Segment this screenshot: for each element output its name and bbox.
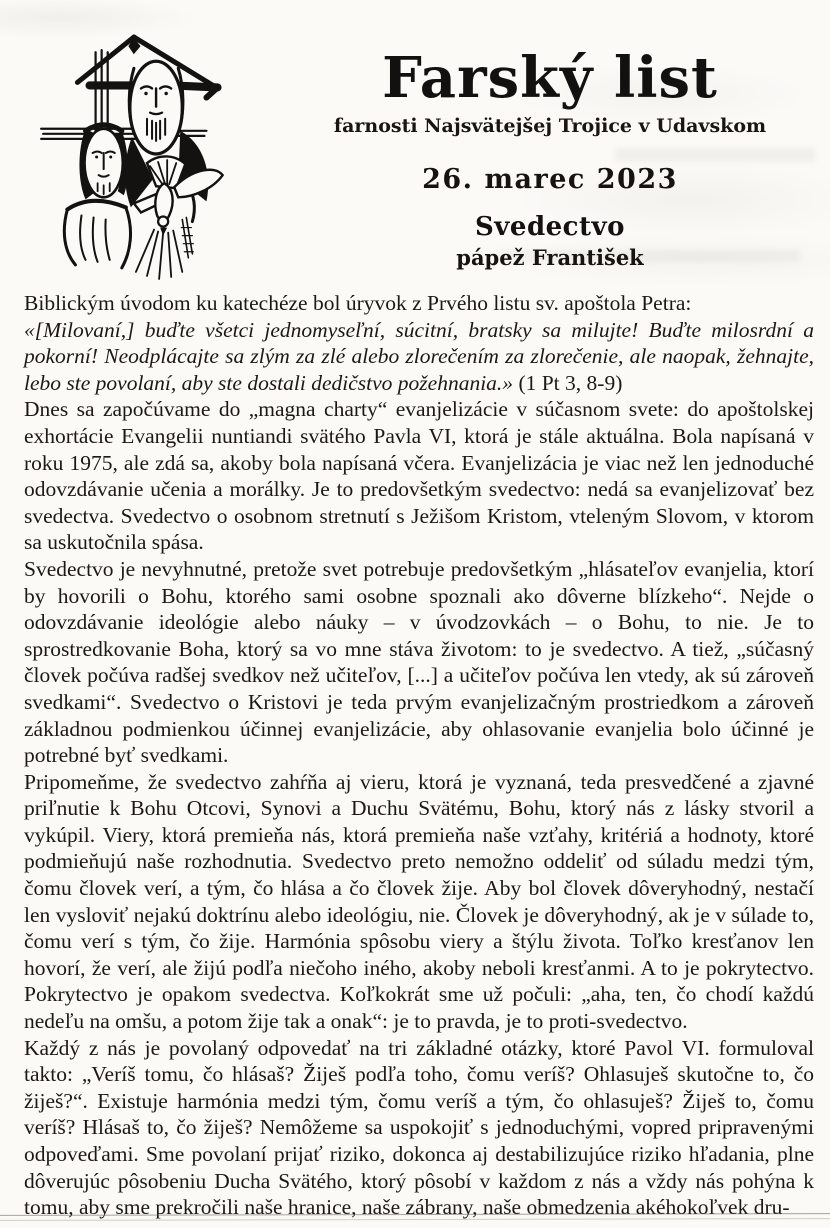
scripture-citation: (1 Pt 3, 8-9)	[518, 370, 623, 395]
paragraph-tri-otazky: Každý z nás je povolaný odpovedať na tri základné otázky, ktoré Pavol VI. formuloval takto: „Veríš tomu, čo hlásaš? Žiješ podľa toho, čomu veríš? Ohlasuješ skutočne to, čo žiješ?“. Existuje harmónia medzi tým, čomu veríš a tým, čo ohlasuješ? Žiješ to, čomu veríš? Hlásaš to, čo žiješ? Nemôžeme sa uspokojiť s jednoduchými, vopred pripravenými odpoveďami. Sme povolaní prijať riziko, dokonca aj destabilizujúce riziko hľadania, plne dôverujúc pôsobeniu Ducha Svätého, ktorý pôsobí v každom z nás a vždy nás pohýna k tomu, aby sme prekročili naše hranice, naše zábrany, naše obmedzenia akéhokoľvek dru-	[24, 1035, 814, 1220]
issue-date: 26. marec 2023	[422, 164, 678, 195]
paragraph-intro: Biblickým úvodom ku katechéze bol úryvok z Prvého listu sv. apoštola Petra:	[24, 291, 692, 315]
article-author: pápež František	[456, 245, 644, 270]
article-title: Svedectvo	[475, 212, 625, 242]
masthead	[285, 45, 815, 270]
newsletter-subtitle: farnosti Najsvätejšej Trojice v Udavskom	[333, 115, 767, 137]
holy-trinity-icon	[32, 30, 260, 282]
article-body	[24, 290, 814, 1221]
masthead-logo	[32, 30, 260, 282]
scripture-quote	[24, 317, 814, 397]
paragraph-svedectvo-nevyhnutne: Svedectvo je nevyhnutné, pretože svet potrebuje predovšetkým „hlásateľov evanjelia, ktorí by hovorili o Bohu, ktorého sami osobne spoznali ako dôverne blízkeho“. Nejde o odovzdávanie ideológie alebo náuky – v úvodzovkách – o Bohu, to nie. Je to sprostredkovanie Boha, ktorý sa vo mne stáva životom: to je svedectvo. A tiež, „súčasný človek počúva radšej svedkov než učiteľov, [...] a učiteľov počúva len vtedy, ak sú zároveň svedkami“. Svedectvo o Kristovi je teda prvým evanjelizačným prostriedkom a zároveň základnou podmienkou účinnej evanjelizácie, aby ohlasovanie evanjelia bolo účinné je potrebné byť svedkami.	[24, 556, 814, 768]
paragraph-evangelii-nuntiandi: Dnes sa započúvame do „magna charty“ evanjelizácie v súčasnom svete: do apoštolskej exhortácie Evangelii nuntiandi svätého Pavla VI, ktorá je stále aktuálna. Bola napísaná v roku 1975, ale zdá sa, akoby bola napísaná včera. Evanjelizácia je viac než len jednoduché odovzdávanie učenia a morálky. Je to predovšetkým svedectvo: nedá sa evanjelizovať bez svedectva. Svedectvo o osobnom stretnutí s Ježišom Kristom, vteleným Slovom, v ktorom sa uskutočnila spása.	[24, 397, 814, 555]
paragraph-pripomenme: Pripomeňme, že svedectvo zahŕňa aj vieru, ktorá je vyznaná, teda presvedčené a zjavné priľnutie k Bohu Otcovi, Synovi a Duchu Svätému, Bohu, ktorý nás z lásky stvoril a vykúpil. Viery, ktorá premieňa nás, ktorá premieňa naše vzťahy, kritériá a hodnoty, ktoré podmieňujú naše rozhodnutia. Svedectvo preto nemožno oddeliť od súladu medzi tým, čomu človek verí, a tým, čo hlása a čo človek žije. Aby bol človek dôveryhodný, nestačí len vysloviť nejakú doktrínu alebo ideológiu, nie. Človek je dôveryhodný, ak je v súlade to, čomu verí s tým, čo žije. Harmónia spôsobu viery a štýlu života. Toľko kresťanov len hovorí, že verí, ale žijú podľa niečoho iného, akoby neboli kresťanmi. A to je pokrytectvo. Pokrytectvo je opakom svedectva. Koľkokrát sme už počuli: „aha, ten, čo chodí každú nedeľu na omšu, a potom žije tak a onak“: je to pravda, je to proti-svedectvo.	[24, 769, 814, 1034]
newsletter-title: Farský list	[382, 45, 718, 111]
scripture-quote-text: «[Milovaní,] buďte všetci jednomyseľní, súcitní, bratsky sa milujte! Buďte milosrdní a pokorní! Neodplácajte sa zlým za zlé alebo zlorečením za zlorečenie, ale naopak, žehnajte, lebo ste povolaní, aby ste dostali dedičstvo požehnania.»	[24, 317, 814, 395]
